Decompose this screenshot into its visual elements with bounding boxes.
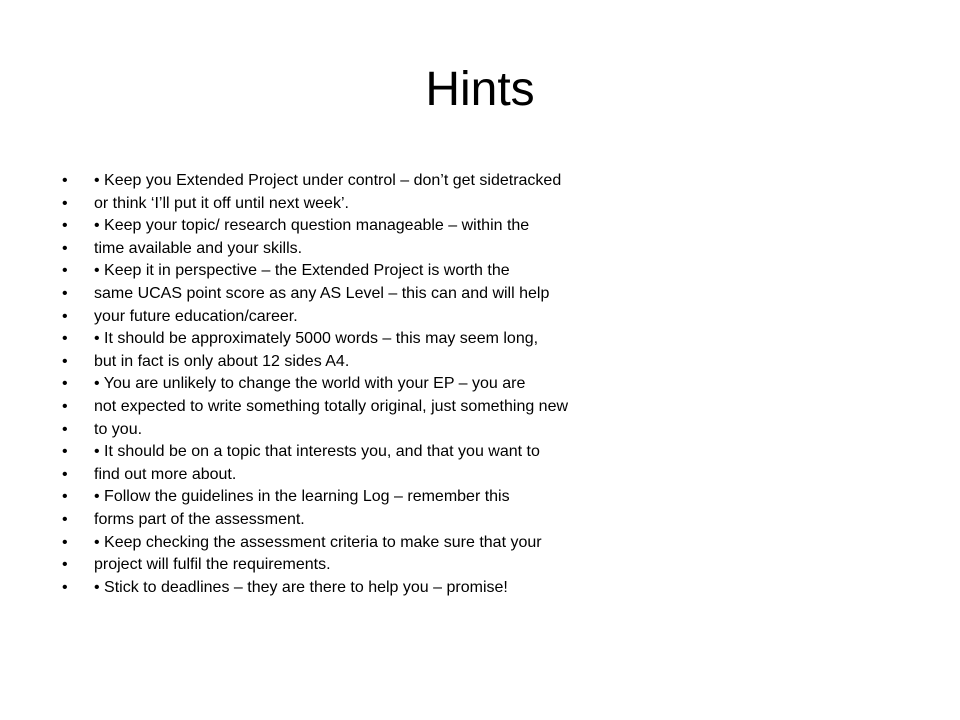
hint-text: • Keep your topic/ research question manageable – within the [94,217,530,235]
hint-text: project will fulfil the requirements. [94,556,331,574]
bullet-icon: • [62,375,68,393]
hint-text: • Keep it in perspective – the Extended Project is worth the [94,262,510,280]
list-item [62,577,862,600]
list-item [62,215,862,238]
hint-text: • It should be approximately 5000 words – this may seem long, [94,330,539,348]
bullet-icon: • [62,578,68,596]
list-item [62,486,862,509]
bullet-icon: • [62,284,68,302]
list-item [62,509,862,532]
list-item [62,351,862,374]
hint-text: forms part of the assessment. [94,510,305,528]
bullet-icon: • [62,352,68,370]
list-item [62,441,862,464]
bullet-icon: • [62,556,68,574]
bullet-icon: • [62,443,68,461]
bullet-icon: • [62,465,68,483]
list-item [62,170,862,193]
bullet-icon: • [62,307,68,325]
hint-text: • Keep you Extended Project under control – don’t get sidetracked [94,172,562,189]
list-item [62,373,862,396]
hint-text: • Follow the guidelines in the learning Log – remember this [94,488,510,506]
list-item [62,396,862,419]
list-item [62,419,862,442]
bullet-icon: • [62,397,68,415]
bullet-icon: • [62,510,68,528]
hint-text: • You are unlikely to change the world with your EP – you are [94,375,526,393]
hint-text: • Keep checking the assessment criteria to make sure that your [94,533,542,551]
list-item [62,238,862,261]
list-item [62,328,862,351]
bullet-icon: • [62,172,68,189]
hint-text: to you. [94,420,143,438]
list-item [62,306,862,329]
bullet-icon: • [62,420,68,438]
slide-title: Hints [425,63,535,116]
hint-text: • Stick to deadlines – they are there to help you – promise! [94,578,508,596]
list-item [62,193,862,216]
hint-text: your future education/career. [94,307,298,325]
hint-text: same UCAS point score as any AS Level – this can and will help [94,284,550,302]
hint-text: but in fact is only about 12 sides A4. [94,352,350,370]
bullet-icon: • [62,239,68,257]
hint-text: or think ‘I’ll put it off until next week’. [94,194,349,212]
hint-text: • It should be on a topic that interests you, and that you want to [94,443,540,461]
list-item [62,532,862,555]
hint-text: time available and your skills. [94,239,303,257]
bullet-icon: • [62,194,68,212]
hint-text: find out more about. [94,465,237,483]
bullet-icon: • [62,262,68,280]
bullet-icon: • [62,488,68,506]
bullet-icon: • [62,217,68,235]
list-item [62,260,862,283]
bullet-icon: • [62,533,68,551]
list-item [62,283,862,306]
hints-list [62,170,862,599]
list-item [62,554,862,577]
hint-text: not expected to write something totally original, just something new [94,397,569,415]
list-item [62,464,862,487]
bullet-icon: • [62,330,68,348]
